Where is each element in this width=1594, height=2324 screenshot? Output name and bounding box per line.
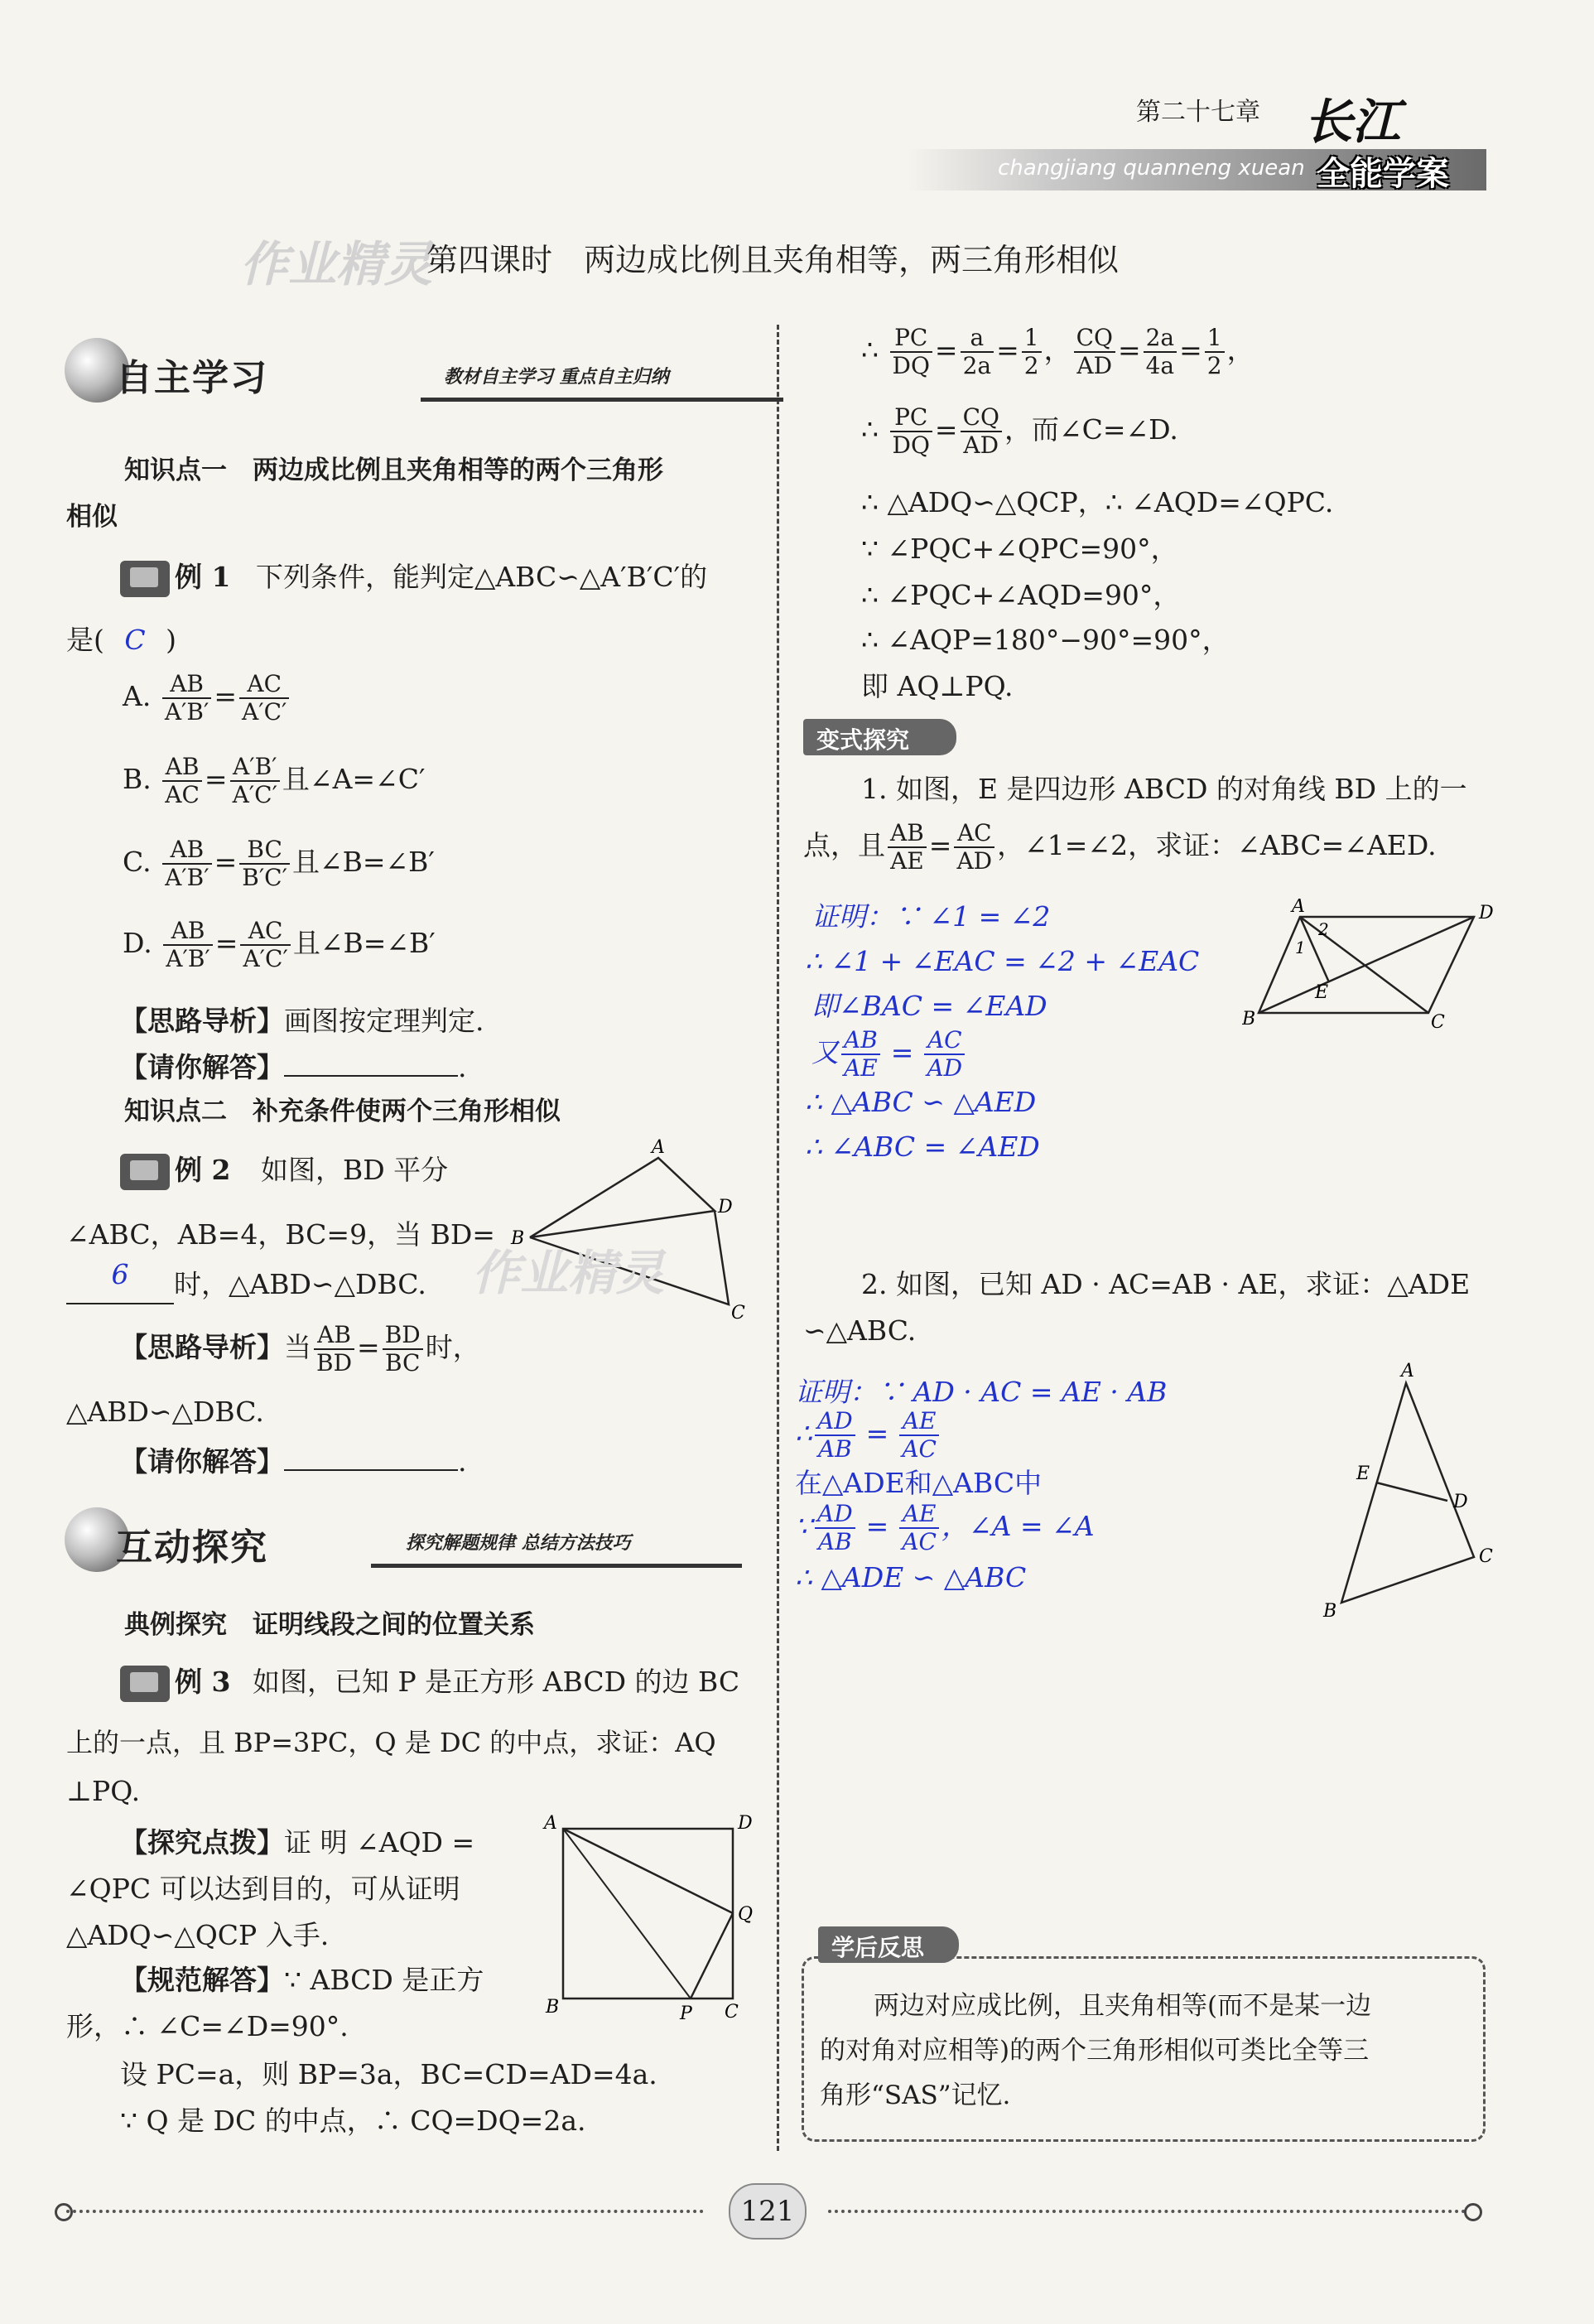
denominator: DQ — [892, 352, 930, 380]
example-label: 例 1 — [175, 561, 231, 593]
denominator: AE — [890, 847, 924, 875]
label-b: B — [1323, 1601, 1337, 1622]
option-letter: B. — [123, 763, 152, 796]
fraction — [240, 918, 290, 972]
answer-label: 【请你解答】 — [120, 1445, 284, 1478]
denominator: AC — [902, 1435, 937, 1463]
v2-stem-1: 2. 如图，已知 AD · AC=AB · AE，求证：△ADE — [861, 1268, 1471, 1300]
fraction — [163, 918, 213, 972]
numerator: AB — [162, 754, 202, 782]
label-a: A — [1292, 899, 1305, 917]
numerator: AC — [240, 918, 290, 946]
numerator: AB — [888, 820, 927, 848]
denominator: 2a — [962, 352, 992, 380]
equals: = — [928, 829, 952, 862]
label-d: D — [738, 1814, 753, 1834]
banner-label: 自主学习 — [116, 357, 268, 399]
numerator: 1 — [1205, 325, 1225, 353]
numerator: AC — [239, 671, 289, 699]
sol-line-3: ∴ △ADQ∽△QCP，∴ ∠AQD=∠QPC. — [861, 486, 1334, 518]
example-label: 例 2 — [175, 1154, 231, 1186]
std-text: ∵ ABCD 是正方 — [284, 1964, 484, 1996]
numerator: 2a — [1144, 325, 1177, 353]
label-e: E — [1356, 1463, 1370, 1484]
label-1: 1 — [1295, 938, 1306, 957]
comma: ， — [1043, 334, 1071, 367]
sol-line-1 — [861, 325, 1254, 379]
ex2-hint — [120, 1322, 480, 1377]
proof-pre: ∵ — [795, 1510, 812, 1543]
fraction — [815, 1408, 855, 1463]
option-d — [123, 918, 436, 972]
blackboard-icon — [120, 561, 170, 597]
brand-logo-text: 全能学案 — [1317, 155, 1449, 193]
label-d: D — [1453, 1492, 1468, 1512]
std-label: 【规范解答】 — [120, 1964, 284, 1996]
label-c: C — [1431, 1012, 1445, 1031]
therefore: ∴ — [861, 413, 879, 446]
denominator: AC — [902, 1528, 937, 1556]
therefore: ∴ — [861, 334, 879, 367]
section-banner-self-study — [65, 338, 727, 403]
chapter-label: 第二十七章 — [1136, 98, 1260, 127]
page-number: 121 — [740, 2195, 795, 2228]
knowledge-point-1-cont: 相似 — [66, 502, 118, 532]
option-letter: D. — [123, 927, 152, 960]
equals: = — [934, 334, 958, 367]
label-a: A — [1401, 1361, 1414, 1381]
equals: = — [204, 763, 228, 796]
example-stem: 下列条件，能判定△ABC∽△A′B′C′的 — [255, 561, 708, 593]
fraction — [888, 820, 927, 875]
banner-tagline: 探究解题规律 总结方法技巧 — [406, 1533, 631, 1554]
ex3-std-line2: 形，∴ ∠C=∠D=90°. — [66, 2010, 349, 2042]
brand-logo-big: 长江 — [1304, 94, 1401, 150]
sol-line-6: ∴ ∠AQP=180°−90°=90°， — [861, 624, 1230, 656]
ex3-explore-line2: ∠QPC 可以达到目的，可从证明 — [66, 1873, 460, 1905]
denominator: AD — [1076, 352, 1113, 380]
numerator: CQ — [961, 404, 1002, 432]
v1-proof-3: 即∠BAC = ∠EAD — [811, 990, 1047, 1022]
denominator: AB — [817, 1528, 852, 1556]
reflection-line-3: 角形“SAS”记忆. — [820, 2081, 1011, 2110]
equals: = — [996, 334, 1019, 367]
v2-proof-1: 证明：∵ AD · AC = AE · AB — [795, 1376, 1168, 1408]
ex3-explore-line3: △ADQ∽△QCP 入手. — [66, 1919, 330, 1951]
numerator: AC — [954, 820, 994, 848]
ex3-std — [120, 1963, 484, 1999]
v1-stem-1: 1. 如图，E 是四边形 ABCD 的对角线 BD 上的一 — [861, 773, 1467, 805]
sol-line-4: ∵ ∠PQC+∠QPC=90°， — [861, 533, 1178, 565]
sol-line-5: ∴ ∠PQC+∠AQD=90°， — [861, 579, 1181, 611]
denominator: AD — [963, 432, 999, 460]
label-p: P — [680, 2003, 692, 2021]
knowledge-point-1: 知识点一 两边成比例且夹角相等的两个三角形 — [124, 456, 663, 485]
numerator: a — [961, 325, 994, 353]
hint-label: 【思路导析】 — [120, 1005, 284, 1037]
equals: = — [934, 413, 958, 446]
v2-proof-4 — [795, 1501, 1095, 1555]
equals: = — [865, 1417, 889, 1450]
hint-text: 画图按定理判定. — [284, 1005, 484, 1037]
numerator: AB — [314, 1322, 354, 1350]
label-q: Q — [738, 1904, 754, 1925]
example-stem: 如图，BD 平分 — [260, 1154, 449, 1186]
denominator: AC — [165, 781, 200, 809]
answer-choice: C — [124, 624, 146, 656]
hint-pre: 当 — [284, 1331, 311, 1364]
sol-line-7: 即 AQ⊥PQ. — [861, 670, 1014, 702]
stem-open: 是( — [66, 624, 104, 656]
explore-text: 证 明 ∠AQD = — [284, 1826, 475, 1859]
banner-label: 互动探究 — [116, 1526, 268, 1569]
label-d: D — [1479, 903, 1494, 923]
answer-blank[interactable] — [66, 1258, 174, 1304]
brand-pinyin: changjiang quanneng xuean — [998, 156, 1305, 181]
numerator: AD — [815, 1408, 855, 1436]
fraction — [961, 325, 994, 379]
equals: = — [214, 680, 237, 713]
numerator: PC — [890, 325, 932, 353]
variant-tag: 变式探究 — [803, 719, 956, 755]
label-a: A — [652, 1137, 665, 1158]
footer-rule-right — [828, 2210, 1466, 2213]
example-3-line3: ⊥PQ. — [66, 1775, 141, 1807]
column-divider — [777, 325, 779, 2151]
v2-proof-3: 在△ADE和△ABC中 — [795, 1467, 1043, 1499]
stem-tail: 时，△ABD∽△DBC. — [174, 1268, 426, 1300]
fraction — [961, 404, 1002, 459]
denominator: A′C′ — [232, 781, 277, 809]
segment-ed — [1376, 1483, 1447, 1501]
figure-ex3 — [542, 1814, 758, 2021]
v1-proof-6: ∴ ∠ABC = ∠AED — [805, 1131, 1040, 1163]
blank-answer: 6 — [111, 1258, 129, 1290]
v2-proof-5: ∴ △ADE ∽ △ABC — [795, 1561, 1027, 1594]
numerator: AE — [899, 1408, 939, 1436]
answer-blank[interactable] — [284, 1050, 458, 1077]
answer-blank[interactable] — [284, 1444, 458, 1471]
numerator: AD — [815, 1501, 855, 1529]
v2-proof-2 — [795, 1408, 941, 1463]
denominator: DQ — [892, 432, 930, 460]
typical-example-heading: 典例探究 证明线段之间的位置关系 — [124, 1610, 535, 1640]
denominator: A′B′ — [164, 698, 209, 726]
footer-ornament-left — [55, 2203, 73, 2221]
equals: = — [357, 1331, 380, 1364]
denominator: B′C′ — [242, 864, 287, 892]
triangle-abd — [530, 1158, 715, 1237]
fraction — [899, 1408, 939, 1463]
condition: 且∠B=∠B′ — [291, 846, 435, 879]
numerator: 1 — [1022, 325, 1042, 353]
numerator: AC — [924, 1027, 965, 1055]
banner-underline — [371, 1564, 742, 1568]
example-2 — [120, 1153, 448, 1190]
v1-stem-2 — [803, 820, 1437, 875]
example-3-line2: 上的一点，且 BP=3PC，Q 是 DC 的中点，求证：AQ — [66, 1727, 716, 1758]
proof-tail: ，∠A = ∠A — [941, 1510, 1095, 1543]
option-a — [123, 671, 291, 726]
denominator: 4a — [1145, 352, 1175, 380]
fraction — [383, 1322, 423, 1377]
numerator: PC — [890, 404, 932, 432]
numerator: BD — [383, 1322, 423, 1350]
fraction — [954, 820, 994, 875]
label-c: C — [1479, 1546, 1493, 1567]
denominator: BC — [384, 1349, 421, 1377]
fraction — [162, 837, 212, 891]
numerator: AE — [899, 1501, 939, 1529]
square-abcd — [563, 1829, 733, 1999]
title-watermark: 作业精灵 — [240, 236, 433, 292]
answer-period: . — [458, 1051, 467, 1083]
ex3-std-line4: ∵ Q 是 DC 的中点，∴ CQ=DQ=2a. — [120, 2105, 586, 2137]
ex3-std-line3: 设 PC=a，则 BP=3a，BC=CD=AD=4a. — [120, 2058, 657, 2090]
answer-period: . — [458, 1445, 467, 1478]
fraction — [1205, 325, 1225, 379]
denominator: 2 — [1206, 352, 1222, 380]
label-2: 2 — [1318, 919, 1329, 939]
equals: = — [1117, 334, 1141, 367]
label-c: C — [725, 2002, 739, 2021]
segment-ap — [563, 1829, 691, 1999]
banner-tagline: 教材自主学习 重点自主归纳 — [444, 367, 669, 388]
fraction — [841, 1027, 880, 1082]
ex3-explore — [120, 1825, 474, 1861]
reflect-tag: 学后反思 — [818, 1926, 959, 1963]
example-label: 例 3 — [175, 1666, 231, 1698]
denominator: A′C′ — [243, 945, 288, 973]
equals: = — [890, 1036, 914, 1069]
example-2-line2: ∠ABC，AB=4，BC=9，当 BD= — [66, 1218, 495, 1251]
numerator: AB — [162, 671, 212, 699]
option-b — [123, 754, 425, 808]
knowledge-point-2: 知识点二 补充条件使两个三角形相似 — [124, 1097, 561, 1126]
equals: = — [214, 927, 238, 960]
example-stem: 如图，已知 P 是正方形 ABCD 的边 BC — [252, 1666, 740, 1698]
stem-post: ，∠1=∠2，求证：∠ABC=∠AED. — [997, 829, 1437, 862]
numerator: AB — [841, 1027, 880, 1055]
fraction — [162, 671, 212, 726]
denominator: AD — [927, 1054, 963, 1082]
fraction — [230, 754, 280, 808]
label-b: B — [511, 1228, 525, 1249]
figure-watermark: 作业精灵 — [472, 1245, 665, 1301]
condition: 且∠B=∠B′ — [292, 927, 436, 960]
label-d: D — [718, 1197, 733, 1217]
fraction — [899, 1501, 939, 1555]
equals: = — [214, 846, 238, 879]
fraction — [890, 325, 932, 379]
fraction — [1144, 325, 1177, 379]
answer-label: 【请你解答】 — [120, 1051, 284, 1083]
figure-v1 — [1242, 899, 1499, 1031]
blackboard-icon — [120, 1666, 170, 1702]
fraction — [890, 404, 932, 459]
denominator: BD — [316, 1349, 353, 1377]
banner-underline — [421, 398, 783, 402]
section-banner-interactive — [65, 1507, 727, 1572]
explore-label: 【探究点拨】 — [120, 1826, 284, 1859]
fraction — [815, 1501, 855, 1555]
fraction — [1074, 325, 1115, 379]
hint-post: 时， — [425, 1331, 480, 1364]
fraction — [924, 1027, 965, 1082]
fraction — [162, 754, 202, 808]
denominator: 2 — [1023, 352, 1039, 380]
ex2-answer-row — [120, 1444, 467, 1480]
ex1-answer-row — [120, 1050, 467, 1086]
label-b: B — [546, 1997, 560, 2018]
page-title: 第四课时 两边成比例且夹角相等，两三角形相似 — [426, 242, 1120, 278]
equals: = — [865, 1510, 889, 1543]
proof-pre: ∴ — [795, 1417, 812, 1450]
segment-pq — [691, 1913, 733, 1999]
reflection-line-2: 的对角对应相等)的两个三角形相似可类比全等三 — [820, 2036, 1370, 2066]
label-b: B — [1242, 1009, 1256, 1029]
segment-aq — [563, 1829, 733, 1913]
numerator: AB — [163, 918, 213, 946]
reflection-line-1: 两边对应成比例，且夹角相等(而不是某一边 — [874, 1991, 1372, 2021]
condition: 且∠A=∠C′ — [282, 763, 426, 796]
equals: = — [1179, 334, 1202, 367]
sol-tail: ，而∠C=∠D. — [1004, 413, 1178, 446]
v1-proof-5: ∴ △ABC ∽ △AED — [805, 1086, 1037, 1118]
label-e: E — [1315, 982, 1329, 1003]
v1-proof-1: 证明：∵ ∠1 = ∠2 — [811, 900, 1051, 933]
denominator: A′B′ — [165, 864, 209, 892]
v1-proof-2: ∴ ∠1 + ∠EAC = ∠2 + ∠EAC — [805, 945, 1200, 977]
ex1-hint — [120, 1004, 484, 1039]
example-1 — [120, 560, 707, 597]
numerator: AB — [162, 837, 212, 865]
v1-proof-4 — [811, 1027, 967, 1082]
label-c: C — [731, 1303, 745, 1324]
fraction — [239, 671, 289, 726]
brand-logo — [1300, 83, 1490, 195]
hint-label: 【思路导析】 — [120, 1331, 284, 1364]
denominator: A′C′ — [242, 698, 287, 726]
denominator: A′B′ — [166, 945, 210, 973]
numerator: BC — [239, 837, 290, 865]
ex2-hint-line2: △ABD∽△DBC. — [66, 1396, 264, 1428]
option-c — [123, 837, 435, 891]
blackboard-icon — [120, 1154, 170, 1190]
denominator: AB — [817, 1435, 852, 1463]
diagonal-bd — [1259, 917, 1474, 1013]
fraction — [314, 1322, 354, 1377]
denominator: AD — [956, 847, 993, 875]
proof-pre: 又 — [811, 1036, 839, 1069]
example-1-line2 — [66, 623, 176, 658]
denominator: AE — [844, 1054, 878, 1082]
v2-stem-2: ∽△ABC. — [803, 1314, 917, 1347]
stem-close: ) — [166, 624, 176, 656]
fraction — [1022, 325, 1042, 379]
page-number-badge — [729, 2183, 807, 2240]
option-letter: A. — [123, 680, 152, 713]
stem-pre: 点，且 — [803, 829, 885, 862]
footer-ornament-right — [1464, 2203, 1482, 2221]
example-2-line3 — [66, 1258, 426, 1304]
label-a: A — [544, 1814, 557, 1834]
numerator: A′B′ — [230, 754, 280, 782]
figure-v2 — [1308, 1358, 1507, 1623]
fraction — [239, 837, 290, 891]
comma: ， — [1226, 334, 1254, 367]
numerator: CQ — [1074, 325, 1115, 353]
option-letter: C. — [123, 846, 152, 879]
sol-line-2 — [861, 404, 1178, 459]
footer-rule-left — [66, 2210, 704, 2213]
example-3 — [120, 1665, 739, 1702]
